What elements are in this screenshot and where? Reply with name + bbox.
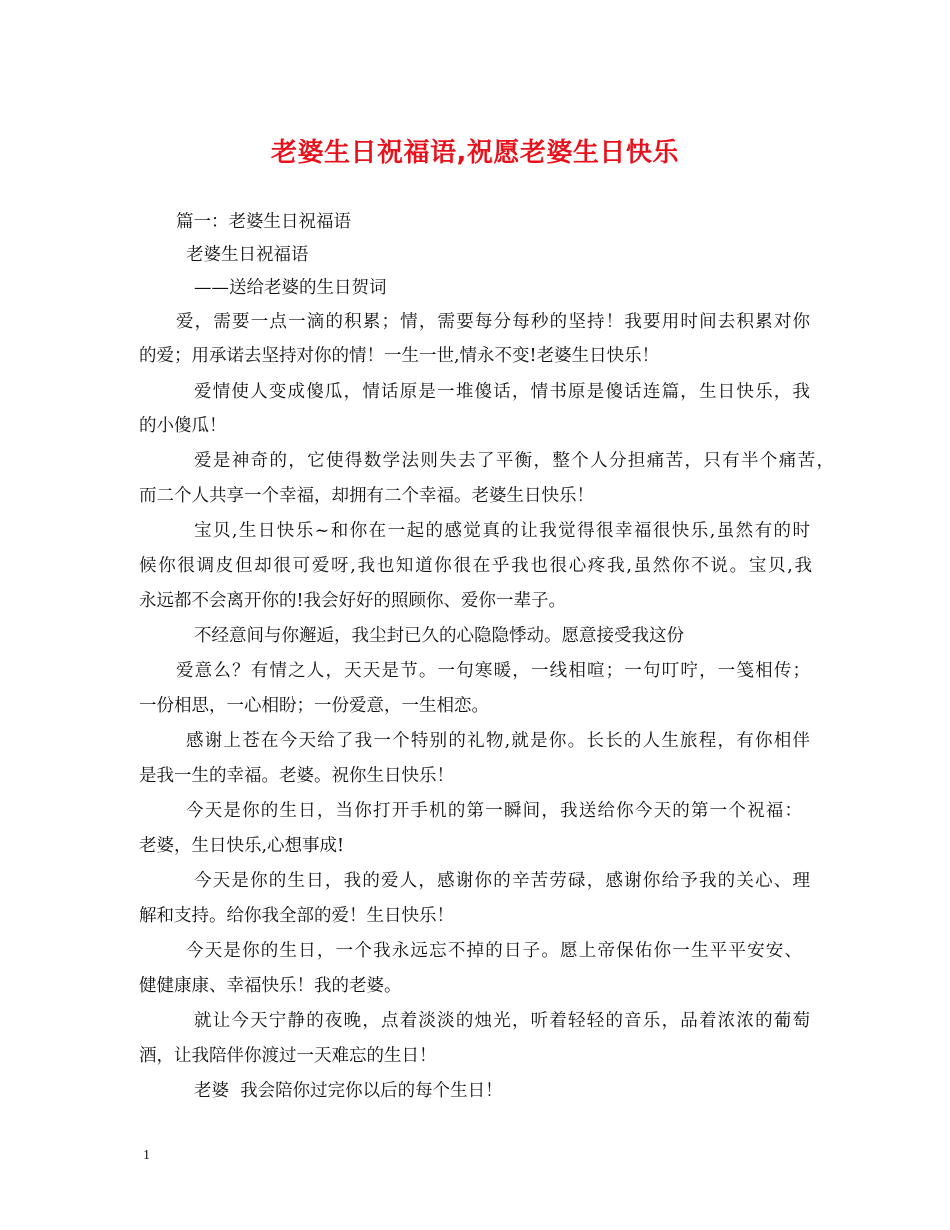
text-line-7: 的小傻瓜！ <box>139 416 227 436</box>
text-line-13: 不经意间与你邂逅，我尘封已久的心隐隐悸动。愿意接受我这份 <box>194 626 684 646</box>
document-title: 老婆生日祝福语,祝愿老婆生日快乐 <box>271 138 679 168</box>
text-line-5: 的爱；用承诺去坚持对你的情！一生一世,情永不变!老婆生日快乐！ <box>139 346 660 366</box>
text-line-26: 老婆 我会陪你过完你以后的每个生日！ <box>194 1081 503 1101</box>
text-line-10: 宝贝,生日快乐~和你在一起的感觉真的让我觉得很幸福很快乐,虽然有的时 <box>194 521 810 541</box>
text-line-24: 就让今天宁静的夜晚，点着淡淡的烛光，听着轻轻的音乐，品着浓浓的葡萄 <box>194 1011 810 1031</box>
text-line-16: 感谢上苍在今天给了我一个特别的礼物,就是你。长长的人生旅程，有你相伴 <box>186 731 810 751</box>
text-line-18: 今天是你的生日，当你打开手机的第一瞬间，我送给你今天的第一个祝福： <box>186 801 802 821</box>
text-line-21: 解和支持。给你我全部的爱！生日快乐！ <box>139 906 454 926</box>
text-line-22: 今天是你的生日，一个我永远忘不掉的日子。愿上帝保佑你一生平平安安、 <box>186 941 802 961</box>
text-line-1: 篇一：老婆生日祝福语 <box>176 212 351 232</box>
text-line-6: 爱情使人变成傻瓜，情话原是一堆傻话，情书原是傻话连篇，生日快乐，我 <box>194 382 810 402</box>
text-line-8: 爱是神奇的，它使得数学法则失去了平衡，整个人分担痛苦，只有半个痛苦， <box>194 451 834 471</box>
text-line-12: 永远都不会离开你的!我会好好的照顾你、爱你一辈子。 <box>139 591 567 611</box>
text-line-17: 是我一生的幸福。老婆。祝你生日快乐！ <box>139 766 454 786</box>
text-line-2: 老婆生日祝福语 <box>186 245 309 265</box>
text-line-19: 老婆，生日快乐,心想事成! <box>139 836 345 856</box>
text-line-14: 爱意么？有情之人，天天是节。一句寒暖，一线相喧；一句叮咛，一笺相传； <box>176 661 810 681</box>
text-line-15: 一份相思，一心相盼；一份爱意，一生相恋。 <box>139 696 489 716</box>
text-line-23: 健健康康、幸福快乐！我的老婆。 <box>139 976 402 996</box>
text-line-11: 候你很调皮但却很可爱呀,我也知道你很在乎我也很心疼我,虽然你不说。宝贝,我 <box>139 556 812 576</box>
text-line-20: 今天是你的生日，我的爱人，感谢你的辛苦劳碌，感谢你给予我的关心、理 <box>194 871 810 891</box>
page-number: 1 <box>143 1148 150 1163</box>
text-line-3: ——送给老婆的生日贺词 <box>194 278 387 298</box>
text-line-9: 而二个人共享一个幸福，却拥有二个幸福。老婆生日快乐！ <box>139 486 594 506</box>
text-line-4: 爱，需要一点一滴的积累；情，需要每分每秒的坚持！我要用时间去积累对你 <box>176 312 810 332</box>
text-line-25: 酒，让我陪伴你渡过一天难忘的生日！ <box>139 1046 437 1066</box>
